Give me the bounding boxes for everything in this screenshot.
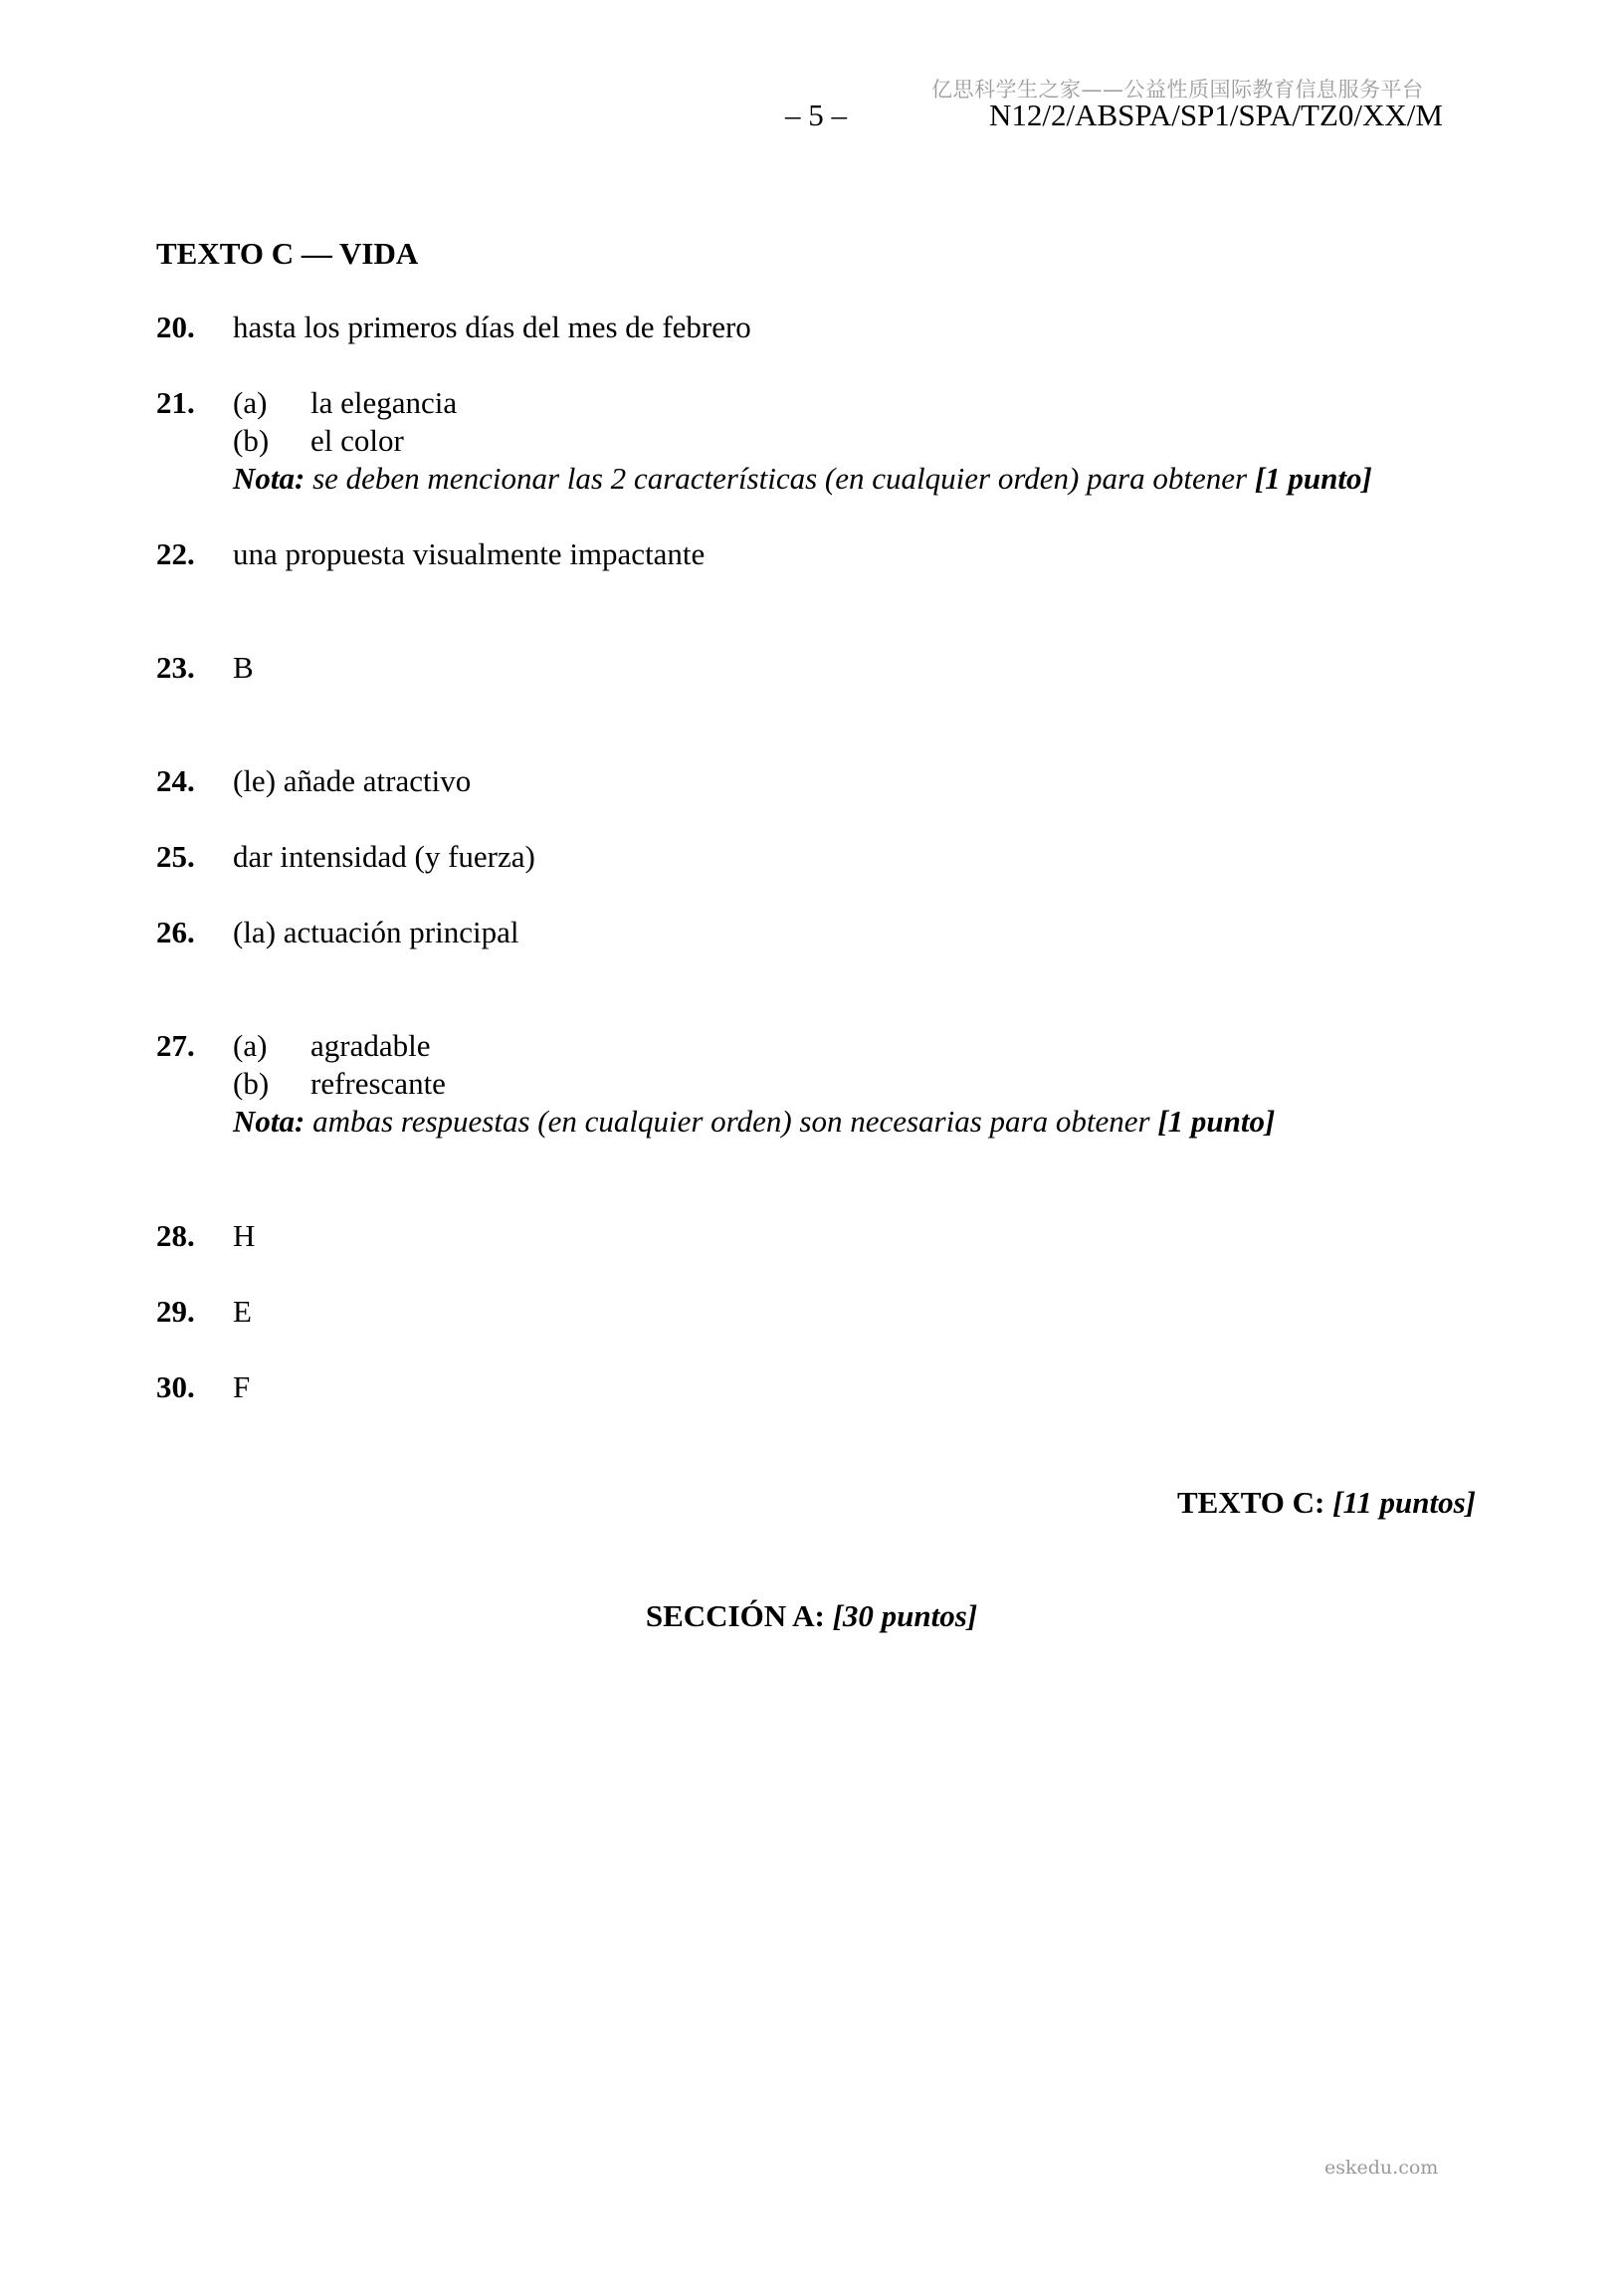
- answer-text: F: [233, 1369, 251, 1404]
- answer-text: B: [233, 650, 254, 685]
- question-number: 20.: [156, 310, 195, 344]
- note-text: ambas respuestas (en cualquier orden) son necesarias para obtener: [304, 1104, 1158, 1139]
- answer-note: [233, 460, 1372, 498]
- note-text: se deben mencionar las 2 características (en cualquier orden) para obtener: [304, 461, 1255, 496]
- question-number: 30.: [156, 1369, 195, 1404]
- answer-text: dar intensidad (y fuerza): [233, 839, 535, 874]
- option-letter: (a): [233, 385, 268, 420]
- option-text: refrescante: [310, 1066, 446, 1101]
- seccion-a-total-points: [30 puntos]: [832, 1598, 978, 1633]
- question-number: 22.: [156, 536, 195, 571]
- option-text: agradable: [310, 1028, 431, 1063]
- footer-watermark: eskedu.com: [1324, 2157, 1439, 2179]
- option-letter: (b): [233, 1066, 270, 1101]
- option-letter: (a): [233, 1028, 268, 1063]
- document-code: N12/2/ABSPA/SP1/SPA/TZ0/XX/M: [989, 98, 1443, 132]
- option-text: el color: [310, 423, 404, 458]
- answer-text: H: [233, 1218, 256, 1253]
- question-number: 24.: [156, 763, 195, 798]
- question-number: 21.: [156, 385, 195, 420]
- question-number: 28.: [156, 1218, 195, 1253]
- note-points: [1 punto]: [1254, 461, 1372, 496]
- note-label: Nota:: [233, 461, 305, 496]
- answer-text: una propuesta visualmente impactante: [233, 536, 706, 571]
- question-number: 25.: [156, 839, 195, 874]
- section-title: TEXTO C — VIDA: [156, 236, 419, 271]
- option-letter: (b): [233, 423, 270, 458]
- texto-c-total-points: [11 puntos]: [1332, 1485, 1476, 1520]
- question-number: 23.: [156, 650, 195, 685]
- answer-text: E: [233, 1294, 252, 1329]
- answer-text: (la) actuación principal: [233, 915, 519, 949]
- header-watermark: 亿思科学生之家——公益性质国际教育信息服务平台: [931, 78, 1424, 102]
- answer-text: (le) añade atractivo: [233, 763, 472, 798]
- answer-text: hasta los primeros días del mes de febrero: [233, 310, 751, 344]
- note-label: Nota:: [233, 1104, 305, 1139]
- question-number: 27.: [156, 1028, 195, 1063]
- option-text: la elegancia: [310, 385, 458, 420]
- note-points: [1 punto]: [1157, 1104, 1276, 1139]
- question-number: 29.: [156, 1294, 195, 1329]
- texto-c-total: [1177, 1485, 1476, 1521]
- seccion-a-total: [0, 1598, 1623, 1634]
- page-number: – 5 –: [785, 98, 847, 132]
- seccion-a-total-label: SECCIÓN A:: [645, 1598, 825, 1633]
- texto-c-total-label: TEXTO C:: [1176, 1485, 1325, 1520]
- answer-note: [233, 1103, 1275, 1141]
- question-number: 26.: [156, 915, 195, 949]
